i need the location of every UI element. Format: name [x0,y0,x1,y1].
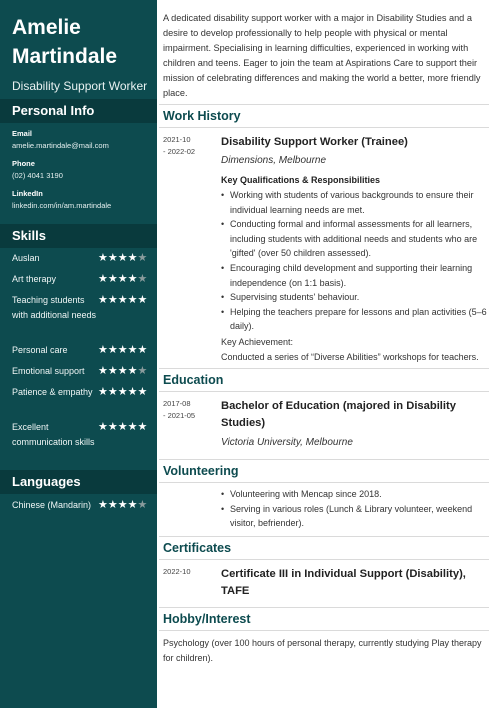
plain-line: • Supervising students' behaviour. [221,290,487,305]
linkedin-link[interactable]: linkedin.com/in/am.martindale [12,201,112,210]
qualifications-heading: Key Qualifications & Responsibilities [221,175,381,185]
work-title: Disability Support Worker (Trainee) [221,136,408,148]
skill-name: Teaching students with additional needs [12,295,97,320]
personal-info-heading: Personal Info [0,99,157,123]
divider [159,482,489,483]
edu-date-start: 2017-08 [163,399,191,408]
star-icon: ★ [107,386,118,398]
star-icon: ★ [137,499,148,511]
cert-title: Certificate III in Individual Support (Disability), TAFE [221,568,466,597]
divider [159,559,489,560]
divider [159,459,489,460]
divider [159,536,489,537]
cert-date: 2022-10 [163,567,191,576]
work-date-start: 2021-10 [163,135,191,144]
work-org: Dimensions, Melbourne [221,155,327,166]
language-rating [98,499,147,511]
star-icon: ★ [127,499,138,511]
skill-rating [98,344,147,356]
star-icon: ★ [117,386,128,398]
skill-rating [98,273,147,285]
education-heading: Education [163,373,224,387]
star-icon: ★ [137,344,148,356]
list-item: • Volunteering with Mencap since 2018. [221,487,487,502]
star-icon: ★ [98,499,108,511]
phone-value: (02) 4041 3190 [12,171,63,180]
skill-rating [98,294,147,306]
star-icon: ★ [117,421,128,433]
star-icon: ★ [137,386,148,398]
star-icon: ★ [127,386,138,398]
star-icon: ★ [137,252,148,264]
star-icon: ★ [127,344,138,356]
divider [159,368,489,369]
summary-text: A dedicated disability support worker with a major in Disability Studies and a desire to develop professionally to help people with physical or mental impairment. Specialising in learning difficulties, experienced in working with children and teens. Eager to join the team at Aspirations Care to support their mission of celebrating differences and making the world a better, more friendly place. [163,13,481,98]
skill-name: Excellent communication skills [12,422,95,447]
star-icon: ★ [137,421,148,433]
star-icon: ★ [117,365,128,377]
list-item: • Helping the teachers prepare for lessons and plan activities (5–6 daily). [221,305,487,334]
star-icon: ★ [137,294,148,306]
divider [159,391,489,392]
divider [159,630,489,631]
skill-name: Art therapy [12,274,57,284]
skill-rating [98,421,147,433]
star-icon: ★ [107,365,118,377]
star-icon: ★ [107,294,118,306]
star-icon: ★ [117,294,128,306]
list-item: • Conducting formal and informal assessments for all learners, including students with additional needs and students who are 'gifted' (over 50 children assessed). [221,217,487,261]
skill-name: Auslan [12,253,40,263]
list-item: • Working with students of various backgrounds to ensure their individual learning needs are met. [221,188,487,217]
sidebar [0,0,157,708]
hobby-heading: Hobby/Interest [163,612,251,626]
phone-label: Phone [12,159,35,168]
star-icon: ★ [98,365,108,377]
star-icon: ★ [117,273,128,285]
edu-title: Bachelor of Education (majored in Disability Studies) [221,400,456,429]
star-icon: ★ [127,365,138,377]
star-icon: ★ [107,273,118,285]
work-history-heading: Work History [163,109,241,123]
languages-heading: Languages [0,470,157,494]
language-name: Chinese (Mandarin) [12,500,92,510]
hobby-text: Psychology (over 100 hours of personal therapy, currently studying Play therapy for children). [163,638,482,663]
volunteering-list [221,487,487,531]
job-role: Disability Support Worker [12,79,148,93]
work-date-end: - 2022-02 [163,147,196,156]
divider [159,127,489,128]
achievement-label: Key Achievement: [221,337,294,347]
divider [159,104,489,105]
skill-name: Emotional support [12,366,85,376]
edu-date-end: - 2021-05 [163,411,196,420]
certificates-heading: Certificates [163,541,232,555]
email-link[interactable]: amelie.martindale@mail.com [12,141,109,150]
star-icon: ★ [98,252,108,264]
email-label: Email [12,129,33,138]
candidate-name [12,13,117,71]
star-icon: ★ [127,273,138,285]
star-icon: ★ [98,386,108,398]
list-item: • Serving in various roles (Lunch & Library volunteer, weekend visitor, befriender). [221,502,487,531]
star-icon: ★ [117,344,128,356]
star-icon: ★ [137,273,148,285]
edu-org: Victoria University, Melbourne [221,437,353,448]
star-icon: ★ [98,294,108,306]
star-icon: ★ [107,344,118,356]
list-item: • Encouraging child development and supporting their learning independence (on 1:1 basis). [221,261,487,290]
star-icon: ★ [127,252,138,264]
star-icon: ★ [127,421,138,433]
skill-name: Patience & empathy [12,387,93,397]
work-bullet-list [221,188,487,334]
skill-rating [98,252,147,264]
star-icon: ★ [98,344,108,356]
volunteering-heading: Volunteering [163,464,239,478]
star-icon: ★ [117,252,128,264]
star-icon: ★ [107,421,118,433]
star-icon: ★ [98,273,108,285]
star-icon: ★ [137,365,148,377]
star-icon: ★ [107,252,118,264]
skill-rating [98,386,147,398]
skill-rating [98,365,147,377]
star-icon: ★ [117,499,128,511]
star-icon: ★ [98,421,108,433]
skill-name: Personal care [12,345,68,355]
first-name: Amelie [12,16,81,39]
star-icon: ★ [127,294,138,306]
last-name: Martindale [12,45,118,68]
linkedin-label: LinkedIn [12,189,43,198]
divider [159,607,489,608]
achievement-text: Conducted a series of “Diverse Abilities” workshops for teachers. [221,352,479,362]
skills-heading: Skills [0,224,157,248]
star-icon: ★ [107,499,118,511]
